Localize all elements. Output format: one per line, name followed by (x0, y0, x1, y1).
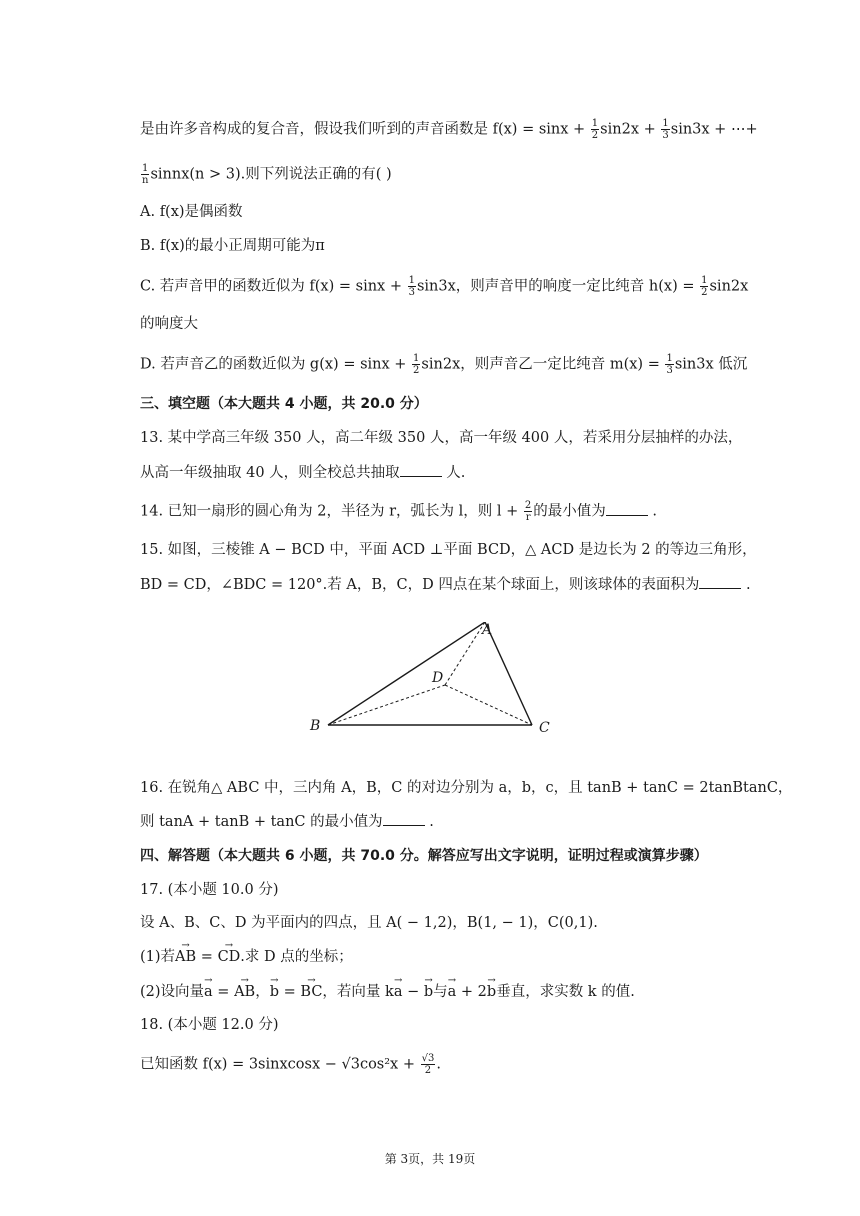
question-18-stem: 已知函数 f(x) = 3sinxcosx − √3cos²x + $\frac{√3}{2}$ . (140, 1053, 441, 1076)
question-13-line-2: 从高一年级抽取 40 人，则全校总共抽取 人. (140, 462, 465, 483)
option-b: B. f(x)的最小正周期可能为π (140, 238, 325, 254)
vector-ab: → AB (234, 982, 255, 1002)
vector-b: → b (270, 982, 279, 1002)
vertex-label-b: B (310, 718, 321, 734)
vector-a: → a (448, 982, 457, 1002)
question-17-part-1: (1)若→ AB = → CD.求 D 点的坐标； (140, 947, 353, 967)
edge-ab (328, 622, 485, 725)
question-17-stem: 设 A、B、C、D 为平面内的四点，且 A( − 1,2)，B(1, − 1)，C(0,1). (140, 915, 598, 931)
tetrahedron-figure (300, 622, 560, 740)
option-c-continued: 的响度大 (140, 316, 198, 332)
vector-a: → a (394, 982, 403, 1002)
edge-ad (445, 622, 485, 685)
option-c: C. 若声音甲的函数近似为 f(x) = sinx + $\frac{1}{3}$ sin3x，则声音甲的响度一定比纯音 h(x) = $\frac{1}{2}$ sin2x (140, 275, 749, 298)
option-d: D. 若声音乙的函数近似为 g(x) = sinx + $\frac{1}{2}$ sin2x，则声音乙一定比纯音 m(x) = $\frac{1}{3}$ sin3x 低沉 (140, 353, 748, 376)
fraction: $\frac{√3}{2}$ (421, 1053, 435, 1076)
option-a: A. f(x)是偶函数 (140, 204, 243, 220)
section-heading-fill-in: 三、填空题（本大题共 4 小题，共 20.0 分） (140, 396, 428, 412)
fraction: $\frac{2}{r}$ (524, 500, 532, 523)
question-12-line-1: 是由许多音构成的复合音，假设我们听到的声音函数是 f(x) = sinx + $\frac{1}{2}$ sin2x + $\frac{1}{3}$ sin3x + ⋯+ (140, 118, 758, 141)
vector-bc: → BC (300, 982, 322, 1002)
fraction: $\frac{1}{3}$ (408, 275, 415, 298)
fraction: $\frac{1}{2}$ (591, 118, 599, 141)
question-16-line-2: 则 tanA + tanB + tanC 的最小值为 . (140, 811, 434, 832)
vertex-label-c: C (539, 720, 550, 736)
question-13-line-1: 13. 某中学高三年级 350 人，高二年级 350 人，高一年级 400 人，若采用分层抽样的办法， (140, 430, 743, 446)
section-heading-solutions: 四、解答题（本大题共 6 小题，共 70.0 分。解答应写出文字说明，证明过程或演算步骤） (140, 848, 708, 864)
answer-blank (699, 574, 741, 589)
vector-b: → b (487, 982, 496, 1002)
vector-b: → b (424, 982, 433, 1002)
question-18-heading: 18. (本小题 12.0 分) (140, 1017, 279, 1033)
question-16-line-1: 16. 在锐角△ ABC 中，三内角 A，B，C 的对边分别为 a，b，c，且 tanB + tanC = 2tanBtanC， (140, 780, 793, 796)
fraction: $\frac{1}{3}$ (662, 118, 669, 141)
answer-blank (606, 501, 648, 516)
question-17-heading: 17. (本小题 10.0 分) (140, 882, 279, 898)
fraction: $\frac{1}{2}$ (413, 353, 420, 376)
edge-dc (445, 685, 532, 725)
answer-blank (383, 811, 425, 826)
fraction: $\frac{1}{n}$ (142, 163, 149, 186)
question-15-line-2: BD = CD，∠BDC = 120°.若 A，B，C，D 四点在某个球面上，则该球体的表面积为 . (140, 574, 751, 595)
question-17-part-2: (2)设向量→ a = → AB，→ b = → BC，若向量 k→ a − → b与→ a + 2→ b垂直，求实数 k 的值. (140, 982, 635, 1002)
question-12-line-2: $\frac{1}{n}$ sinnx(n > 3).则下列说法正确的有( ) (142, 163, 392, 186)
vector-cd: → CD (218, 947, 241, 967)
page-footer: 第 3页，共 19页 (384, 1152, 476, 1166)
vector-ab: → AB (175, 947, 196, 967)
fraction: $\frac{1}{3}$ (666, 353, 673, 376)
question-14: 14. 已知一扇形的圆心角为 2，半径为 r，弧长为 l，则 l + $\frac{2}{r}$ 的最小值为 . (140, 500, 657, 523)
edge-bd (328, 685, 445, 725)
vertex-label-d: D (432, 670, 444, 686)
vertex-label-a: A (482, 622, 493, 638)
fraction: $\frac{1}{2}$ (701, 275, 708, 298)
answer-blank (400, 462, 442, 477)
question-15-line-1: 15. 如图，三棱锥 A − BCD 中，平面 ACD ⊥平面 BCD，△ ACD 是边长为 2 的等边三角形， (140, 542, 757, 558)
vector-a: → a (204, 982, 213, 1002)
